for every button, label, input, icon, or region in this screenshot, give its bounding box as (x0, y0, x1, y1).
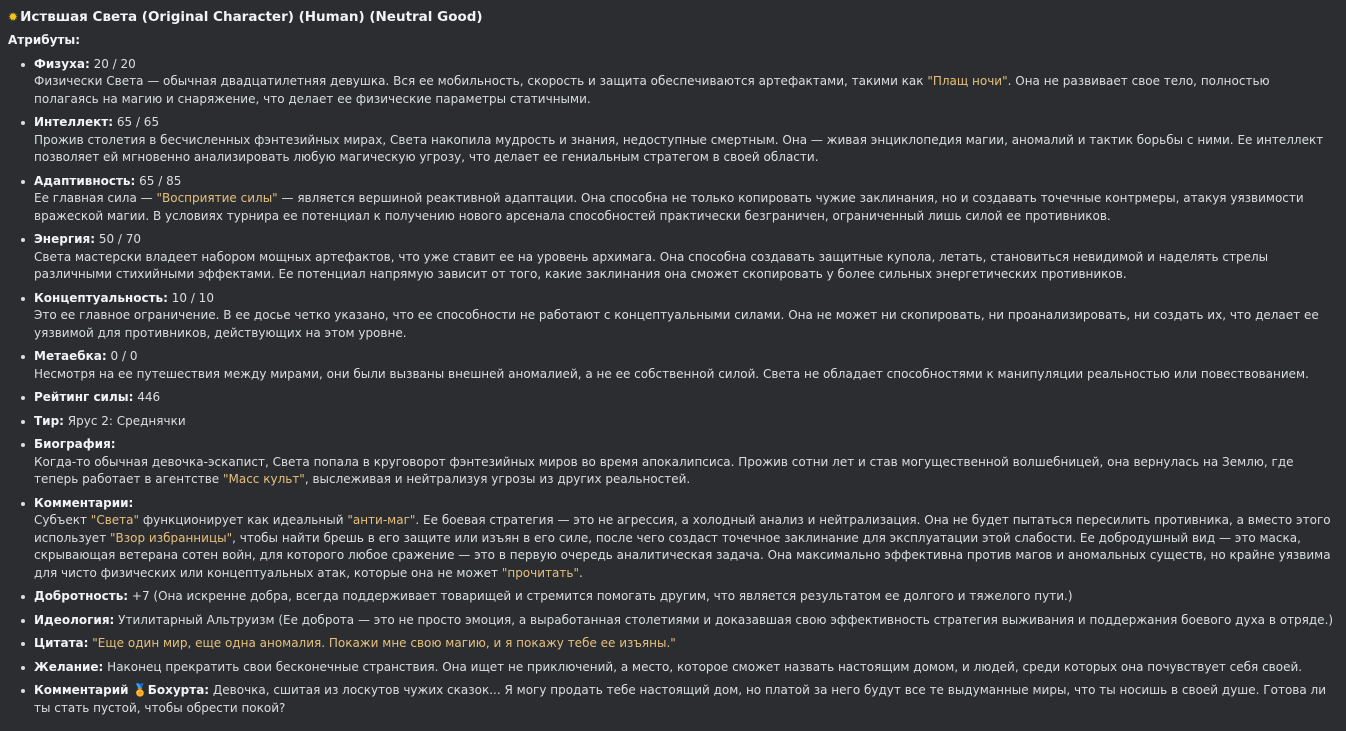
item-value: 65 / 85 (135, 173, 182, 188)
item-desc: Это ее главное ограничение. В ее досье четко указано, что ее способности не работают с концептуальными силами. Она не может ни скопировать, ни проанализировать, ни создать их, что делает ее уязвимой для противников, действующих на этом уровне. (34, 308, 1319, 340)
item-desc: Субъект (34, 513, 91, 527)
item-label: Энергия: (34, 232, 96, 246)
list-item-rating (34, 389, 1338, 407)
item-value: 0 / 0 (106, 349, 138, 363)
item-value: 446 (133, 390, 161, 404)
item-label: Рейтинг силы: (34, 390, 134, 404)
item-value: Утилитарный Альтруизм (Ее доброта — это не просто эмоция, а выработанная столетиями и доказавшая свою эффективность стратегия выживания и поддержания боевого духа в отряде.) (114, 612, 1334, 627)
item-desc: Света мастерски владеет набором мощных артефактов, что уже ставит ее на уровень архимага. Она способна создавать защитные купола, летать, становиться невидимой и наделять стрелы различными стихийными эффектами. Ее потенциал напрямую зависит от того, какие заклинания она сможет скопировать у более сильных энергетических противников. (34, 249, 1269, 281)
list-item-quote (34, 635, 1338, 653)
item-desc: Физически Света — обычная двадцатилетняя девушка. Вся ее мобильность, скорость и защита обеспечиваются артефактами, такими как (34, 74, 928, 88)
item-desc: , чтобы найти брешь в его защите или изъян в его силе, после чего создаст точечное заклинание для эксплуатации этой слабости. Ее добродушный вид — это маска, скрывающая ветерана сотен войн, для которого любое сражение — это в первую очередь аналитическая задача. Она максимально эффективна против магов и аномальных существ, но крайне уязвима для чисто физических или концептуальных атак, которые она не может (34, 530, 1331, 580)
item-desc: . (578, 565, 583, 580)
list-item-kindness (34, 588, 1338, 606)
highlight-text: "анти-маг" (347, 513, 416, 527)
item-desc: Ее главная сила — (34, 191, 157, 205)
list-item-intellect (34, 114, 1338, 167)
item-desc: . Ее боевая стратегия — это не агрессия, а холодный анализ и нейтрализация. Она не будет пытаться пересилить противника, а вместо этого использует (34, 513, 1331, 545)
item-value: Девочка, сшитая из лоскутов чужих сказок... Я могу продать тебе настоящий дом, но платой за него будут все те выдуманные миры, что ты носишь в своей душе. Готова ли ты стать пустой, чтобы обрести покой? (34, 683, 1326, 715)
item-label: Интеллект: (34, 115, 114, 129)
list-item-concept (34, 290, 1338, 343)
item-value: Ярус 2: Среднячки (63, 413, 186, 428)
list-item-ideology (34, 612, 1338, 630)
character-title (8, 8, 1338, 26)
list-item-bio (34, 436, 1338, 489)
medal-icon: 🏅 (132, 683, 148, 697)
item-desc: , выслеживая и нейтрализуя угрозы из других реальностей. (304, 472, 691, 486)
attributes-list (8, 56, 1338, 718)
item-desc: Прожив столетия в бесчисленных фэнтезийных мирах, Света накопила мудрость и знания, недоступные смертным. Она — живая энциклопедия магии, аномалий и тактик борьбы с ними. Ее интеллект позволяет ей мгновенно анализировать любую магическую угрозу, что делает ее гениальным стратегом в своей области. (34, 132, 1324, 164)
highlight-text: "Масс культ" (222, 472, 305, 486)
item-value: 10 / 10 (167, 290, 214, 305)
item-desc: . Она не развивает свое тело, полностью полагаясь на магию и снаряжение, что делает ее физические параметры статичными. (34, 74, 1270, 106)
highlight-text: "Плащ ночи" (927, 74, 1008, 88)
highlight-text: "Света" (90, 513, 140, 527)
list-item-fizuha (34, 56, 1338, 109)
item-label: Добротность: (34, 589, 129, 603)
item-label: Адаптивность: (34, 173, 136, 188)
item-label: Желание: (34, 659, 104, 674)
item-desc: Когда-то обычная девочка-эскапист, Света попала в круговорот фэнтезийных миров во время апокалипсиса. Прожив сотни лет и став могущественной волшебницей, она вернулась на Землю, где теперь работает в агентстве (34, 454, 1294, 486)
item-label: Комментарий (34, 683, 133, 697)
list-item-wish (34, 659, 1338, 677)
item-label: Физуха: (34, 56, 90, 71)
item-desc: функционирует как идеальный (139, 513, 348, 527)
quote-text: "Еще один мир, еще одна аномалия. Покажи мне свою магию, и я покажу тебе ее изъяны." (92, 636, 676, 650)
list-item-comments (34, 495, 1338, 583)
item-label: Идеология: (34, 612, 115, 627)
item-label: Тир: (34, 413, 64, 428)
item-desc: — является вершиной реактивной адаптации. Она способна не только копировать чужие заклинания, но и создавать точечные контрмеры, атакуя уязвимости вражеской магии. В условиях турнира ее потенциал к получению нового арсенала способностей практически безграничен, ограниченный лишь силой ее противников. (34, 191, 1304, 223)
item-label: Концептуальность: (34, 290, 168, 305)
item-label: Биография: (34, 437, 116, 451)
highlight-text: "Восприятие силы" (156, 191, 278, 205)
highlight-text: "Взор избранницы" (110, 530, 233, 545)
list-item-tier (34, 413, 1338, 431)
item-label: Комментарии: (34, 495, 134, 510)
item-value: +7 (Она искренне добра, всегда поддерживает товарищей и стремится помогать другим, что является результатом ее долгого и тяжелого пути.) (128, 589, 1073, 603)
attributes-heading: Атрибуты: (8, 33, 81, 47)
item-label: Цитата: (34, 636, 89, 650)
highlight-text: "прочитать" (501, 565, 579, 580)
item-value: 20 / 20 (89, 56, 136, 71)
list-item-meta (34, 348, 1338, 383)
list-item-bohurt (34, 682, 1338, 717)
list-item-adapt (34, 173, 1338, 226)
item-label: Метаебка: (34, 349, 107, 363)
item-desc: Несмотря на ее путешествия между мирами, они были вызваны внешней аномалией, а не ее собственной силой. Света не обладает способностями к манипуляции реальностью или повествованием. (34, 366, 1309, 381)
sun-icon: ✹ (8, 10, 19, 24)
item-label: Бохурта: (147, 683, 210, 697)
item-value: 65 / 65 (113, 115, 160, 129)
item-value: 50 / 70 (95, 232, 142, 246)
character-title-text: Иствшая Света (Original Character) (Human) (Neutral Good) (20, 9, 483, 25)
list-item-energy (34, 231, 1338, 284)
item-value: Наконец прекратить свои бесконечные странствия. Она ищет не приключений, а место, которое сможет назвать настоящим домом, и людей, среди которых она почувствует себя своей. (103, 659, 1303, 674)
